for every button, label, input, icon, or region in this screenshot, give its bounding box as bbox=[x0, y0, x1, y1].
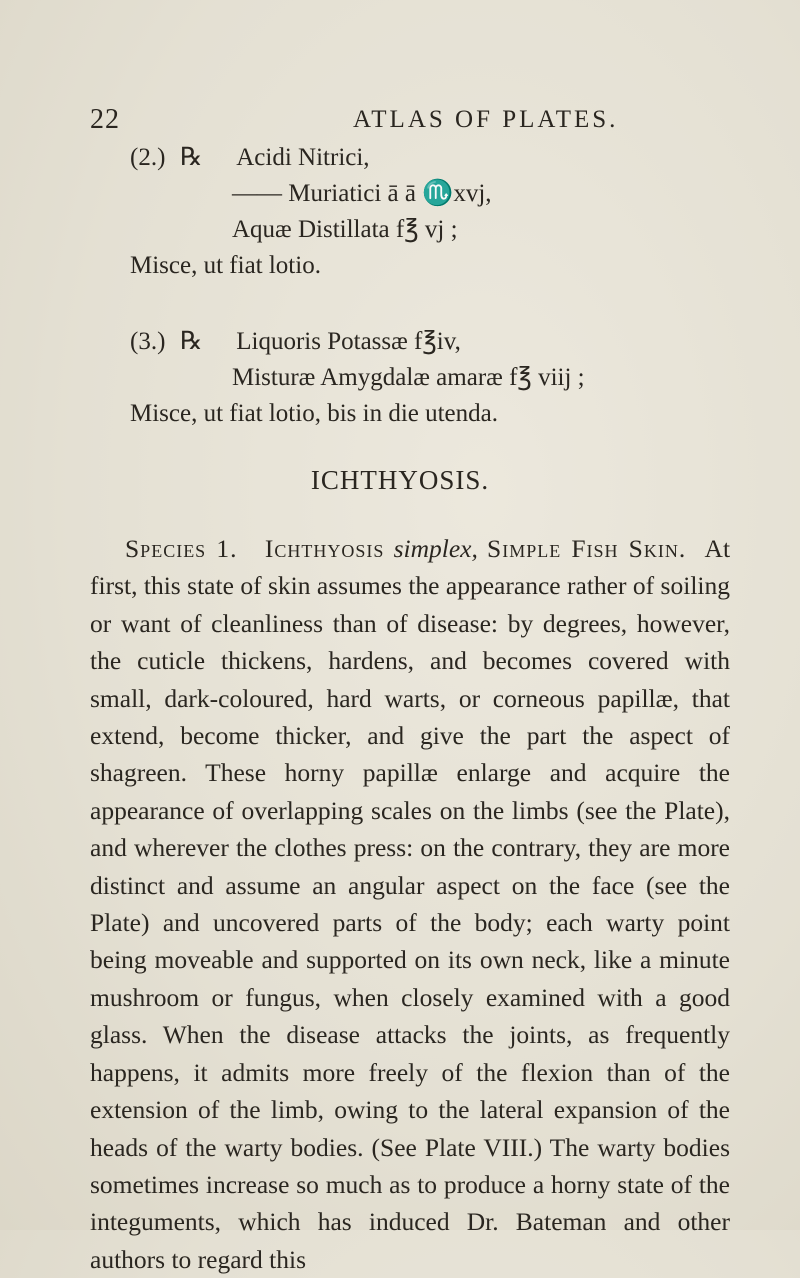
prescription-line bbox=[130, 324, 585, 360]
ingredient: Aquæ Distillata f℥ vj ; bbox=[232, 216, 458, 243]
section-title: ICHTHYOSIS. bbox=[310, 465, 490, 495]
paragraph bbox=[90, 530, 730, 1278]
recipe-symbol: ℞ bbox=[180, 144, 203, 171]
directions: Misce, ut fiat lotio. bbox=[130, 252, 321, 279]
page-header bbox=[90, 104, 730, 144]
paragraph-text: At first, this state of skin assumes the appearance rather of soiling or want of cleanliness than of disease: by degrees, however, the cuticle thickens, hardens, and becomes covered with small, dark-coloured, hard warts, or corneous papillæ, that extend, become thicker, and give the part the aspect of shagreen. These horny papillæ enlarge and acquire the appearance of overlapping scales on the limbs (see the Plate), and wherever the clothes press: on the contrary, they are more distinct and assume an angular aspect on the face (see the Plate) and uncovered parts of the body; each warty point being moveable and supported on its own neck, like a minute mushroom or fungus, when closely examined with a good glass. When the disease attacks the joints, as frequently happens, it admits more freely of the flexion than of the extension of the limb, owing to the lateral expansion of the heads of the warty bodies. (See Plate VIII.) The warty bodies sometimes increase so much as to produce a horny state of the integuments, which has induced Dr. Bateman and other authors to regard this bbox=[90, 534, 731, 1274]
prescription-2 bbox=[130, 140, 492, 284]
prescription-3 bbox=[130, 324, 585, 432]
running-head: ATLAS OF PLATES. bbox=[353, 106, 619, 133]
species-name: Ichthyosis bbox=[264, 534, 385, 563]
ingredient: Liquoris Potassæ f℥iv, bbox=[236, 328, 461, 355]
species-epithet: simplex, bbox=[393, 534, 478, 563]
ingredient: Misturæ Amygdalæ amaræ f℥ viij ; bbox=[232, 364, 585, 391]
prescription-number: (2.) bbox=[130, 144, 166, 171]
recipe-symbol: ℞ bbox=[180, 328, 203, 355]
body-text bbox=[90, 530, 730, 1278]
common-name: Simple Fish Skin. bbox=[487, 534, 687, 563]
page-number: 22 bbox=[90, 104, 120, 135]
species-label: Species 1. bbox=[125, 534, 238, 563]
ingredient: Acidi Nitrici, bbox=[236, 144, 370, 171]
prescription-number: (3.) bbox=[130, 328, 166, 355]
ingredient: —— Muriatici ā ā ♏xvj, bbox=[232, 180, 492, 207]
prescription-line bbox=[130, 140, 492, 176]
directions: Misce, ut fiat lotio, bis in die utenda. bbox=[130, 400, 498, 427]
